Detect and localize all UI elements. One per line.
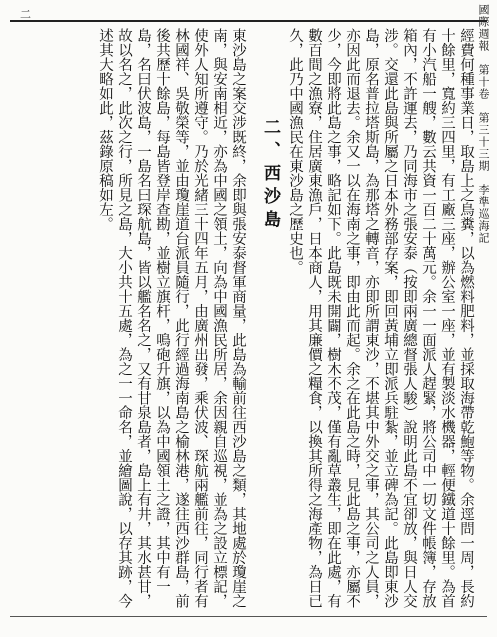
article-author: 李準巡海記	[477, 184, 490, 244]
body-text-right: 經費何種事業日，取島上之鳥糞，以為燃料肥料，並採取海帶乾鮑等物。余逕問一周，長約十餘里，寬約三四里，有工廠三座，辦公室一座，並有製淡水機器，輕便鐵道十餘里。為首有小汽船一艘，數云共資一百二十萬元。余一一面派人趕緊，將公司中一切文件帳簿，存放箱內，不許運去，乃同海市之張安泰（按即兩廣總督張人駿）說明此島不宜卻放，與日人交涉。交還此島與所屬之日本外務部存案，即回黃埔立即派兵駐紮，並立碑為記。此島即東沙島，原名普拉塔斯島，為那塔之轉音，亦即所謂東沙，不堪其中外交之事，其公司之人員，亦因此而退去。余又一以在海南之事，即由此而起。余之在此島之時，見此島之事，亦屬不少，今即將此島之事，略記如下。此島既未開闢，樹木不茂，僅有亂草叢生，即在此處，有數百間之漁寮，住居廣東漁戶，日本商人，用其廉價之糧食，以換其所得之海產物，為日已久，此乃中國漁民在東沙島之歷史也。	[287, 28, 474, 608]
body-text-left: 東沙島之案交涉既終，余即與張安泰督軍商量，此島為輸前往西沙島之類，其地處於瓊崖之南，與安南相近，亦為中國之領土，向為中國漁民所居，余因親自巡視，並為之設立標記，使外人知所遵守。乃於光緒三十四年五月，由廣州出發，乘伏波、琛航兩艦前往，同行者有林國祥、吳敬榮等，並由瓊崖道台派員隨行，此行經過海南島之榆林港，遂往西沙群島，前後共歷十餘島，每島皆登岸查勘，並樹立旗杆，鳴砲升旗，以為中國領土之證，其中有一島，名曰伏波島，一島名曰琛航島，皆以艦名名之，又有甘泉島者，島上有井，其水甚甘，故以名之，此次之行，所見之島，大小共十五處，為之一一命名，並繪圖說，以存其跡，今述其大略如此，茲錄原稿如左。	[97, 28, 246, 608]
bottom-rule	[10, 616, 487, 617]
volume-label: 第十卷	[477, 64, 490, 100]
journal-title: 國際週報	[477, 4, 490, 52]
section-heading: 二、西沙島	[260, 118, 280, 233]
top-rule	[10, 20, 487, 22]
running-header	[477, 4, 489, 244]
issue-label: 第三十三期	[477, 112, 490, 172]
page-number: 二	[20, 8, 31, 21]
